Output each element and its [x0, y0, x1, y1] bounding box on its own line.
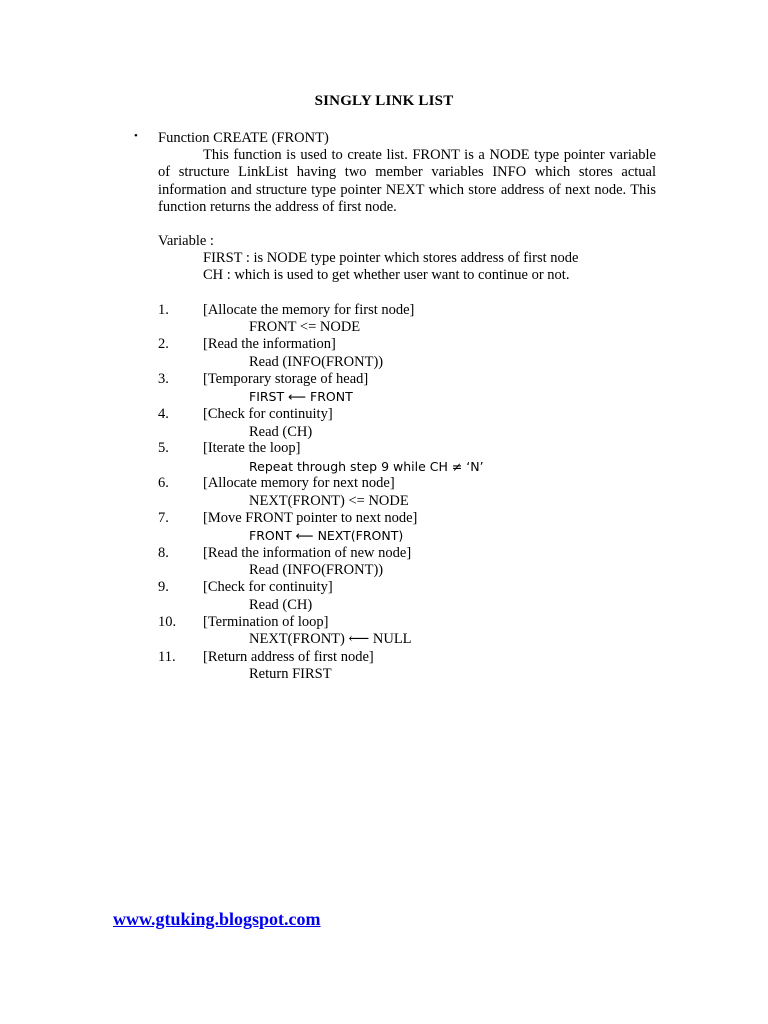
step-statement: Read (CH) [249, 424, 313, 440]
function-description [158, 147, 656, 216]
step-label: [Iterate the loop] [203, 440, 301, 456]
variables-heading: Variable : [158, 233, 214, 249]
variable-first: FIRST : is NODE type pointer which stores address of first node [203, 250, 579, 266]
step-row [0, 302, 768, 319]
step-number: 11. [158, 649, 176, 665]
step-number: 1. [158, 302, 169, 318]
step-label: [Read the information] [203, 336, 336, 352]
step-label: [Temporary storage of head] [203, 371, 369, 387]
step-label: [Return address of first node] [203, 649, 374, 665]
step-number: 3. [158, 371, 169, 387]
footer-website-link[interactable]: www.gtuking.blogspot.com [113, 909, 321, 929]
step-row [0, 510, 768, 527]
step-number: 9. [158, 579, 169, 595]
step-label: [Termination of loop] [203, 614, 329, 630]
variable-ch: CH : which is used to get whether user want to continue or not. [203, 267, 570, 283]
step-statement: Read (CH) [249, 597, 313, 613]
step-number: 10. [158, 614, 177, 630]
step-statement: NEXT(FRONT) <= NODE [249, 493, 409, 509]
step-statement: FIRST ⟵ FRONT [249, 389, 353, 404]
step-label: [Check for continuity] [203, 579, 333, 595]
step-statement: NEXT(FRONT) ⟵ NULL [249, 631, 412, 647]
step-number: 6. [158, 475, 169, 491]
step-row [0, 579, 768, 596]
step-label: [Read the information of new node] [203, 545, 412, 561]
step-number: 2. [158, 336, 169, 352]
step-statement: FRONT ⟵ NEXT(FRONT) [249, 528, 404, 543]
step-statement: FRONT <= NODE [249, 319, 361, 335]
step-label: [Allocate memory for next node] [203, 475, 395, 491]
step-label: [Move FRONT pointer to next node] [203, 510, 418, 526]
step-label: [Allocate the memory for first node] [203, 302, 415, 318]
step-row [0, 371, 768, 388]
step-row [0, 336, 768, 353]
step-row [0, 649, 768, 666]
step-number: 4. [158, 406, 169, 422]
bullet-icon: • [134, 130, 138, 142]
step-row [0, 406, 768, 423]
page-title: SINGLY LINK LIST [314, 93, 454, 109]
description-text: This function is used to create list. FRONT is a NODE type pointer variable of structure LinkList having two member variables INFO which stores actual information and structure type pointer NEXT which store address of next node. This function returns the address of first node. [158, 147, 656, 215]
step-number: 8. [158, 545, 169, 561]
step-row [0, 475, 768, 492]
step-statement: Repeat through step 9 while CH ≠ ‘N’ [249, 459, 484, 474]
step-statement: Read (INFO(FRONT)) [249, 354, 384, 370]
step-row [0, 545, 768, 562]
function-heading: Function CREATE (FRONT) [158, 130, 329, 146]
step-row [0, 440, 768, 457]
step-statement: Read (INFO(FRONT)) [249, 562, 384, 578]
step-label: [Check for continuity] [203, 406, 333, 422]
step-number: 5. [158, 440, 169, 456]
step-number: 7. [158, 510, 169, 526]
step-row [0, 614, 768, 631]
step-statement: Return FIRST [249, 666, 332, 682]
